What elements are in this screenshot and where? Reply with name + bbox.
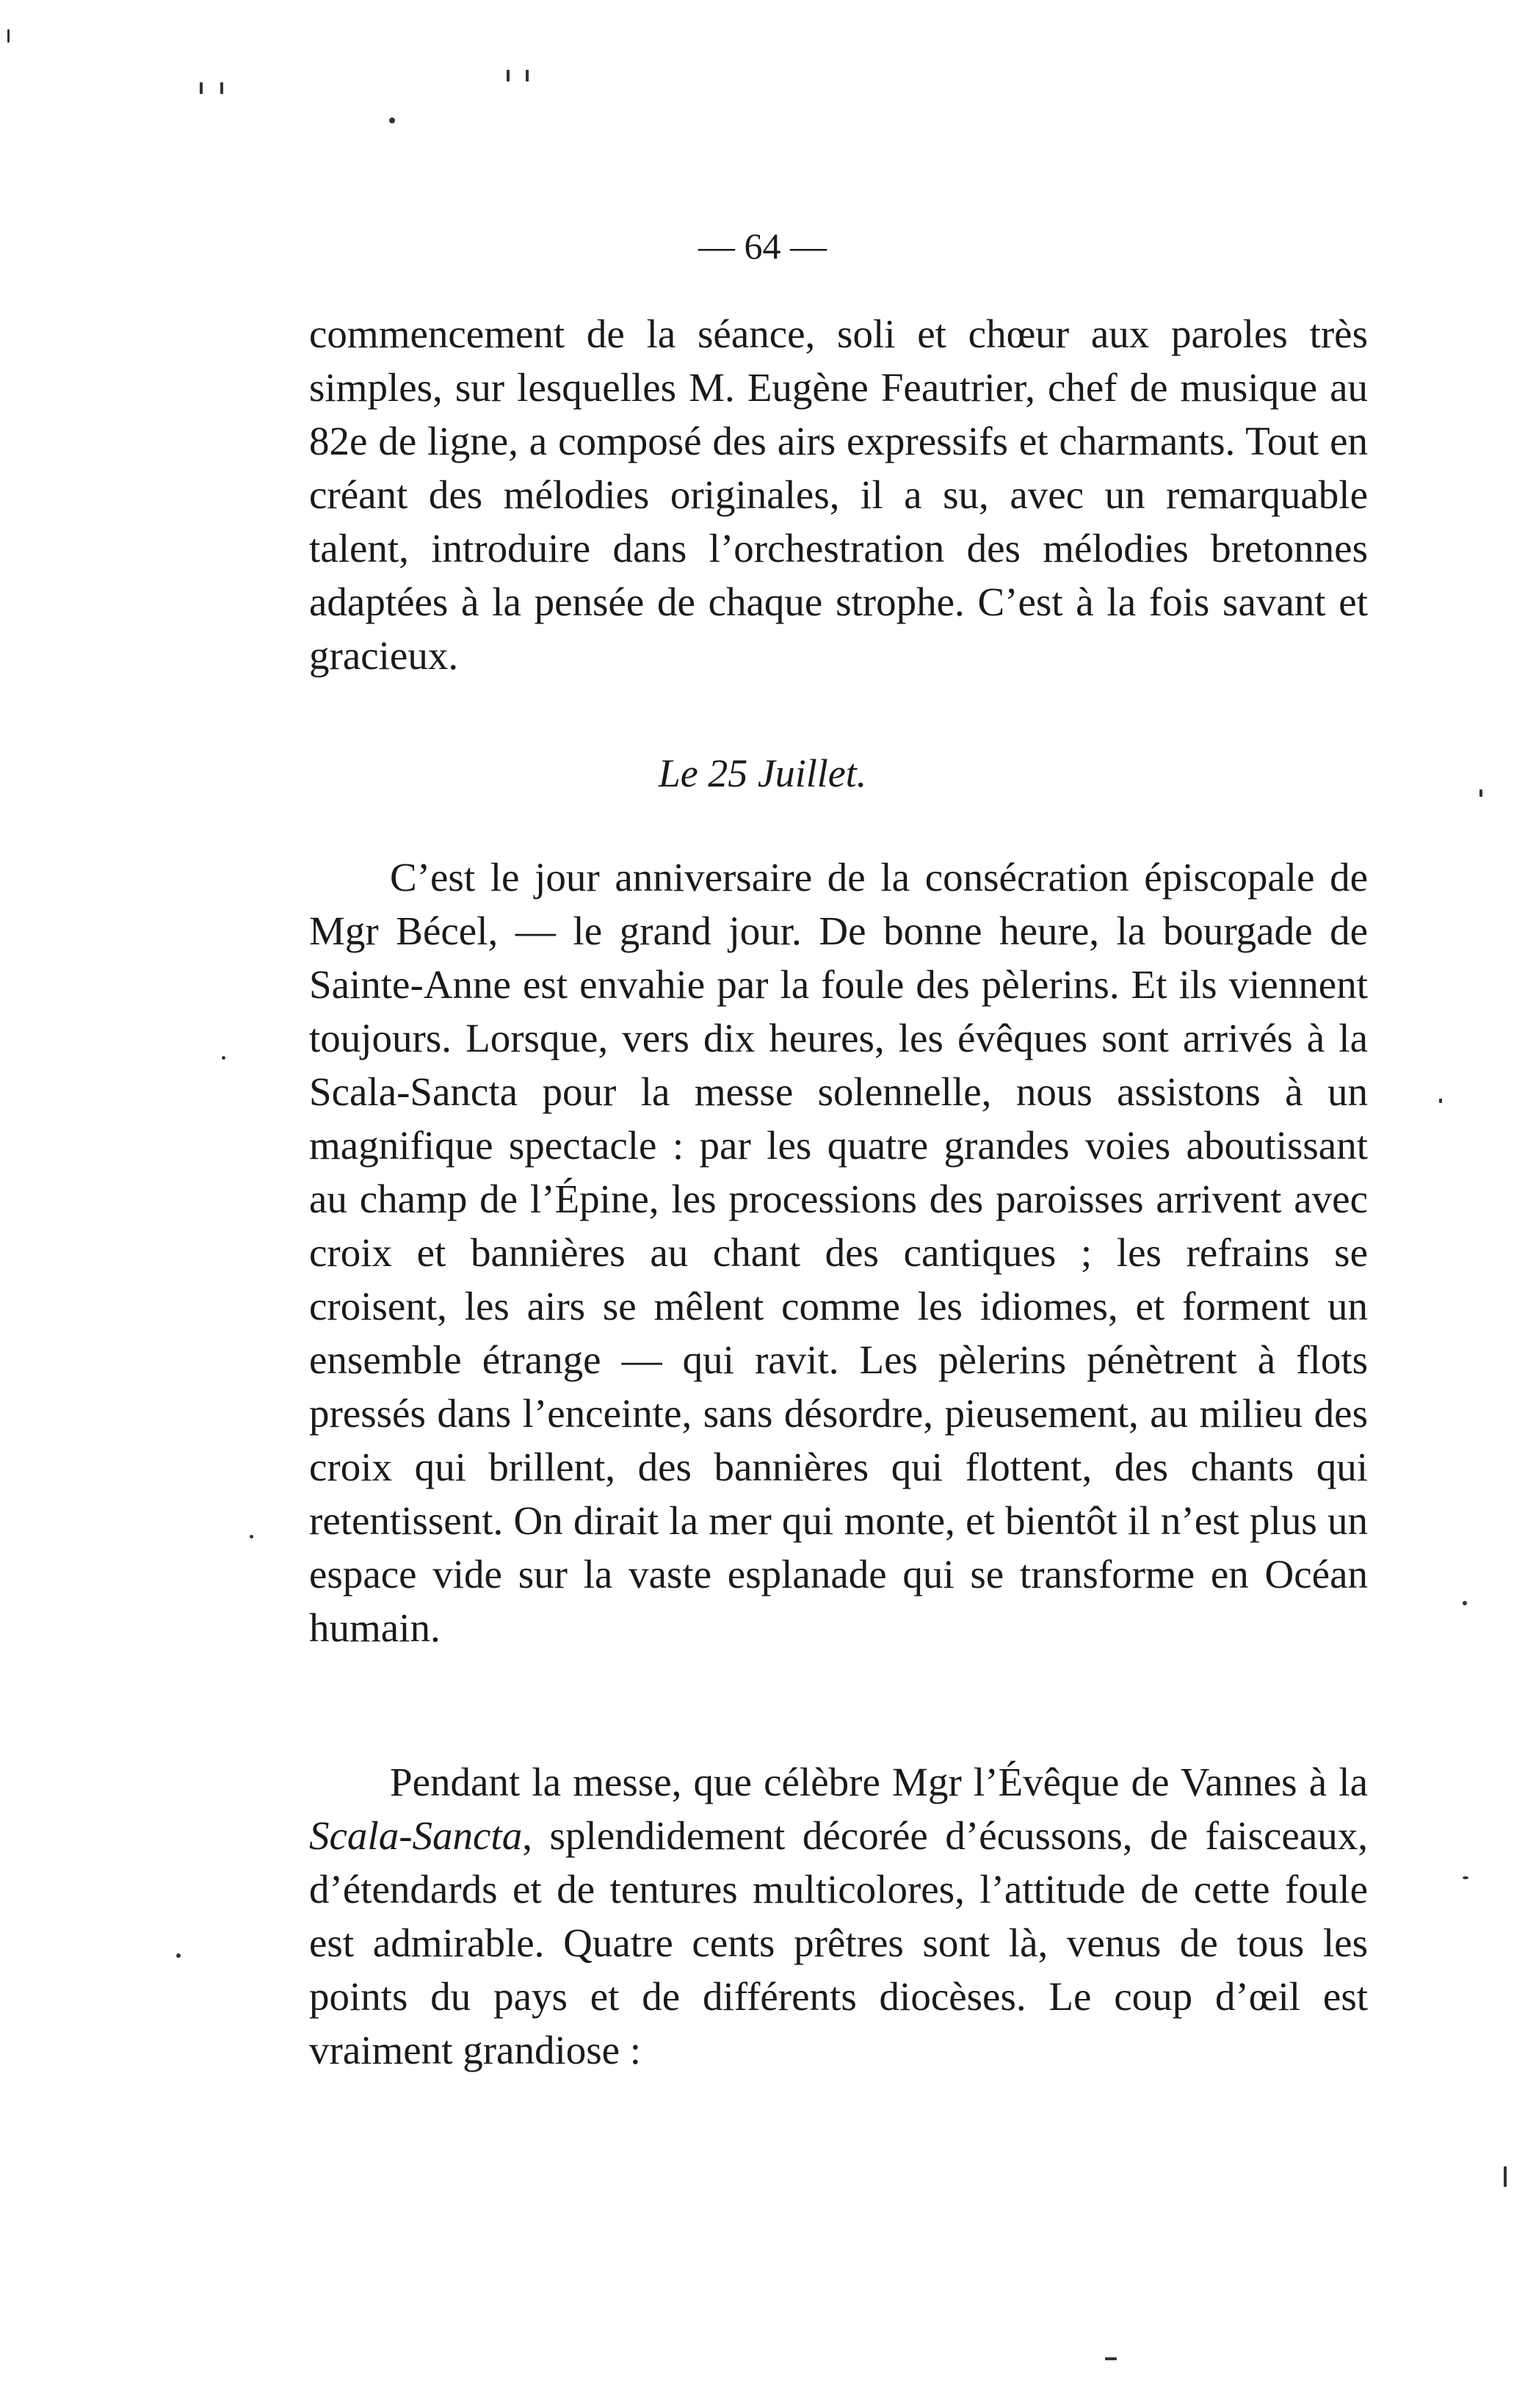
scan-speck [1105, 2357, 1117, 2360]
scan-speck [1439, 1099, 1442, 1103]
paragraph-messe [309, 1755, 1368, 2077]
scan-speck [222, 1056, 225, 1060]
italic-text-run: Scala-Sancta [309, 1813, 523, 1858]
paragraph-jour-anniversaire [309, 850, 1368, 1655]
scan-speck [389, 117, 395, 123]
paragraph-continued [309, 307, 1368, 682]
page-number: — 64 — [698, 225, 827, 267]
scan-speck [526, 70, 529, 82]
scan-speck [1479, 789, 1482, 797]
scan-speck [200, 82, 203, 94]
text-run: , splendidement décorée d’écussons, de faisceaux, d’étendards et de tentures multicolores, l’attitude de cette foule est admirable. Quatre cents prêtres sont là, venus de tous les points du pays et de différents diocèses. Le coup d’œil est vraiment grandiose : [309, 1813, 1368, 2072]
scan-speck [507, 70, 510, 82]
scan-speck [176, 1953, 181, 1958]
scan-speck [250, 1535, 253, 1539]
scan-speck [1463, 1876, 1468, 1879]
text-run: Pendant la messe, que célèbre Mgr l’Évêque de Vannes à la [390, 1760, 1368, 1804]
paragraph-text [309, 1755, 1368, 2077]
scan-speck [7, 29, 10, 43]
scan-speck [220, 82, 223, 94]
paragraph-text: commencement de la séance, soli et chœur aux paroles très simples, sur lesquelles M. Eugène Feautrier, chef de musique au 82e de ligne, a composé des airs expressifs et charmants. Tout en créant des mélodies originales, il a su, avec un remarquable talent, introduire dans l’orchestration des mélodies bretonnes adaptées à la pensée de chaque strophe. C’est à la fois savant et gracieux. [309, 311, 1368, 678]
section-heading: Le 25 Juillet. [658, 751, 867, 795]
scan-speck [1504, 2166, 1507, 2187]
paragraph-text: C’est le jour anniversaire de la consécration épiscopale de Mgr Bécel, — le grand jour. De bonne heure, la bourgade de Sainte-Anne est envahie par la foule des pèlerins. Et ils viennent toujours. Lorsque, vers dix heures, les évêques sont arrivés à la Scala-Sancta pour la messe solennelle, nous assistons à un magnifique spectacle : par les quatre grandes voies aboutissant au champ de l’Épine, les processions des paroisses arrivent avec croix et bannières au chant des cantiques ; les refrains se croisent, les airs se mêlent comme les idiomes, et forment un ensemble étrange — qui ravit. Les pèlerins pénètrent à flots pressés dans l’enceinte, sans désordre, pieusement, au milieu des croix qui brillent, des bannières qui flottent, des chants qui retentissent. On dirait la mer qui monte, et bientôt il n’est plus un espace vide sur la vaste esplanade qui se transforme en Océan humain. [309, 855, 1368, 1650]
scan-speck [1463, 1601, 1467, 1605]
